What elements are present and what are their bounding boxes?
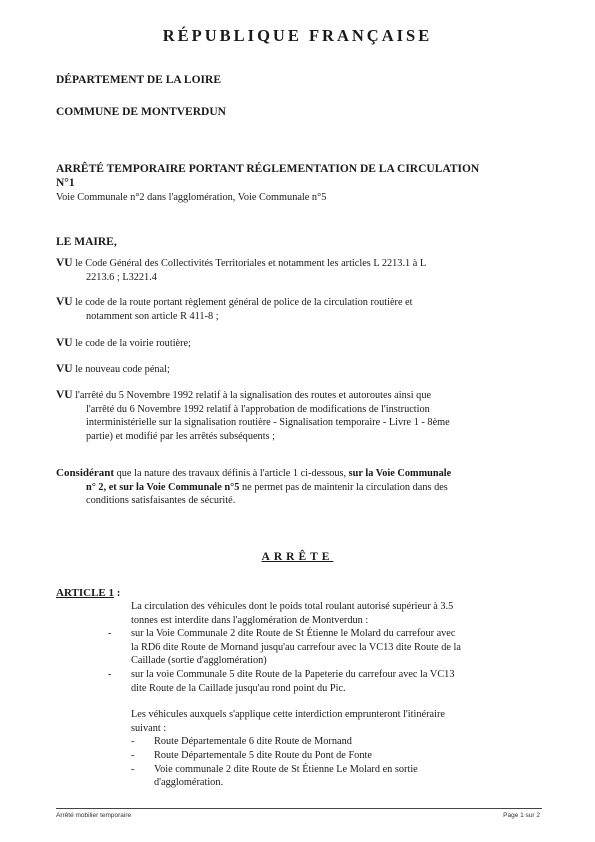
list-item: - Voie communale 2 dite Route de St Étienne Le Molard en sortie d'agglomération. bbox=[131, 763, 531, 790]
decree-title bbox=[56, 162, 536, 190]
arrete-heading: ARRÊTE bbox=[261, 551, 334, 563]
list-item: - sur la voie Communale 5 dite Route de la Papeterie du carrefour avec la VC13 dite Route de la Caillade jusqu'au rond point du Pic. bbox=[108, 668, 531, 695]
decree-title-line2: N°1 bbox=[56, 177, 75, 189]
vu-paragraph: VU le code de la voirie routière; bbox=[56, 337, 191, 349]
route-list bbox=[131, 735, 531, 789]
commune-heading: COMMUNE DE MONTVERDUN bbox=[56, 106, 226, 118]
list-item: - Route Départementale 5 dite Route du Pont de Fonte bbox=[131, 749, 531, 763]
list-item: - Route Départementale 6 dite Route de Mornand bbox=[131, 735, 531, 749]
vu-paragraph: VU le Code Général des Collectivités Territoriales et notamment les articles L 2213.1 à L 2213.6 ; L3221.4 bbox=[56, 257, 427, 283]
maire-heading: LE MAIRE, bbox=[56, 236, 117, 248]
list-item: - sur la Voie Communale 2 dite Route de St Étienne le Molard du carrefour avec la RD6 dite Route de Mornand jusqu'au carrefour avec la VC13 dite Route de la Caillade (sortie d'agglomération) bbox=[108, 627, 531, 668]
article-1-paragraph: Les véhicules auxquels s'applique cette interdiction emprunteront l'itinéraire suivant : bbox=[131, 709, 445, 734]
restriction-list bbox=[108, 627, 531, 695]
decree-subtitle: Voie Communale n°2 dans l'agglomération, Voie Communale n°5 bbox=[56, 192, 327, 203]
vu-paragraph: VU le code de la route portant règlement général de police de la circulation routière et notamment son article R 411-8 ; bbox=[56, 296, 413, 322]
decree-title-line1: ARRÊTÉ TEMPORAIRE PORTANT RÉGLEMENTATION DE LA CIRCULATION bbox=[56, 163, 480, 175]
considerant-paragraph: Considérant que la nature des travaux définis à l'article 1 ci-dessous, sur la Voie Communale n° 2, et sur la Voie Communale n°5 ne permet pas de maintenir la circulation dans des conditions satisfaisantes de sécurité. bbox=[56, 467, 452, 507]
department-heading: DÉPARTEMENT DE LA LOIRE bbox=[56, 74, 221, 86]
republic-heading: RÉPUBLIQUE FRANÇAISE bbox=[162, 26, 433, 45]
footer-divider bbox=[56, 808, 542, 809]
page-number: Page 1 sur 2 bbox=[503, 812, 540, 819]
article-1-paragraph: La circulation des véhicules dont le poids total roulant autorisé supérieur à 3.5 tonnes est interdite dans l'agglomération de Montverdun : bbox=[131, 601, 454, 626]
vu-paragraph: VU l'arrêté du 5 Novembre 1992 relatif à la signalisation des routes et autoroutes ainsi que l'arrêté du 6 Novembre 1992 relatif à l'approbation de modifications de l'instruction interministérielle sur la signalisation routière - Signalisation temporaire - Livre 1 - 8ème partie) et modifié par les arrêtés subséquents ; bbox=[56, 389, 450, 442]
article-1-body bbox=[131, 600, 531, 790]
footer-left-text: Arrêté mobilier temporaire bbox=[56, 812, 132, 819]
vu-paragraph: VU le nouveau code pénal; bbox=[56, 363, 170, 375]
article-1-heading: ARTICLE 1 : bbox=[56, 587, 121, 599]
